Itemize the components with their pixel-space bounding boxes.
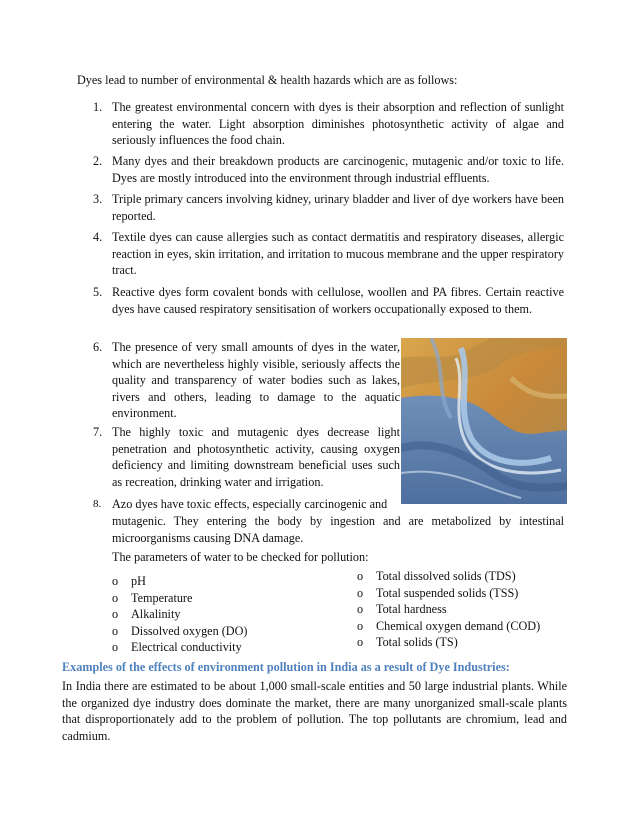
parameter-label: Chemical oxygen demand (COD) (376, 618, 541, 633)
parameter-label: Alkalinity (131, 607, 181, 622)
bullet-icon: o (112, 574, 119, 588)
item-text: Triple primary cancers involving kidney, urinary bladder and liver of dye workers have been reported. (112, 192, 564, 223)
parameters-list-left (112, 573, 247, 656)
item-number: 6. (93, 340, 103, 354)
item-text: The presence of very small amounts of dyes in the water, which are nevertheless highly visible, seriously affects the quality and transparency of water bodies such as lakes, rivers and others, leading to damage to the aquatic environment. (112, 340, 400, 421)
item-text: Reactive dyes form covalent bonds with cellulose, woollen and PA fibres. Certain reactive dyes have caused respiratory sensitisation of workers occupationally exposed to them. (112, 285, 564, 316)
parameter-item (112, 623, 247, 640)
item-number: 2. (93, 154, 103, 168)
item-text: Many dyes and their breakdown products are carcinogenic, mutagenic and/or toxic to life. Dyes are mostly introduced into the environment through industrial effluents. (112, 154, 564, 185)
parameter-label: Temperature (131, 590, 193, 605)
item-number: 1. (93, 100, 103, 114)
bullet-icon: o (357, 618, 364, 633)
item-number: 4. (93, 230, 103, 244)
parameters-title: The parameters of water to be checked for pollution: (112, 550, 369, 564)
parameter-item (357, 585, 540, 602)
parameter-label: Total solids (TS) (376, 635, 458, 650)
intro-text: Dyes lead to number of environmental & health hazards which are as follows: (77, 73, 458, 87)
bullet-icon: o (112, 640, 119, 655)
item-number: 8. (93, 498, 102, 510)
polluted-river-photo (401, 338, 567, 504)
bullet-icon: o (112, 607, 119, 622)
bullet-icon: o (357, 602, 364, 617)
parameter-label: Total dissolved solids (TDS) (376, 569, 516, 583)
parameter-item (112, 639, 247, 656)
parameter-label: pH (131, 574, 146, 588)
body-paragraph: In India there are estimated to be about 1,000 small-scale entities and 50 large industrial plants. While the organized dye industry does dominate the market, there are many unorganized small-scale plants that disproportionately add to the problem of pollution. The top pollutants are chromium, lead and cadmium. (62, 679, 567, 743)
item-text-rest: mutagenic. They entering the body by ingestion and are metabolized by intestinal microorganisms causing DNA damage. (112, 514, 564, 545)
bullet-icon: o (357, 635, 364, 650)
item-number: 3. (93, 192, 103, 206)
parameter-label: Total hardness (376, 602, 447, 617)
parameter-item (357, 634, 540, 651)
bullet-icon: o (357, 569, 364, 583)
item-text: Textile dyes can cause allergies such as contact dermatitis and respiratory diseases, allergic reaction in eyes, skin irritation, and irritation to mucous membrane and the upper respiratory tract. (112, 230, 564, 278)
parameter-label: Dissolved oxygen (DO) (131, 623, 248, 638)
item-number: 7. (93, 425, 103, 439)
parameter-item (112, 606, 247, 623)
parameter-item (357, 601, 540, 618)
section-heading: Examples of the effects of environment pollution in India as a result of Dye Industries: (62, 660, 510, 674)
bullet-icon: o (112, 590, 119, 605)
item-text: The greatest environmental concern with dyes is their absorption and reflection of sunlight entering the water. Light absorption diminishes photosynthetic activity of algae and seriously influences the food chain. (112, 100, 564, 148)
bullet-icon: o (112, 623, 119, 638)
bullet-icon: o (357, 585, 364, 600)
parameter-label: Total suspended solids (TSS) (376, 585, 519, 600)
item-text: The highly toxic and mutagenic dyes decrease light penetration and photosynthetic activity, causing oxygen deficiency and limiting downstream beneficial uses such as recreation, drinking water and irrigation. (112, 425, 400, 489)
parameter-item (357, 618, 540, 635)
parameters-list-right (357, 568, 540, 651)
parameter-item (112, 573, 247, 590)
parameter-item (357, 568, 540, 585)
parameter-item (112, 590, 247, 607)
item-number: 5. (93, 285, 103, 299)
parameter-label: Electrical conductivity (131, 640, 242, 655)
item-text-line1: Azo dyes have toxic effects, especially carcinogenic and (112, 497, 388, 511)
